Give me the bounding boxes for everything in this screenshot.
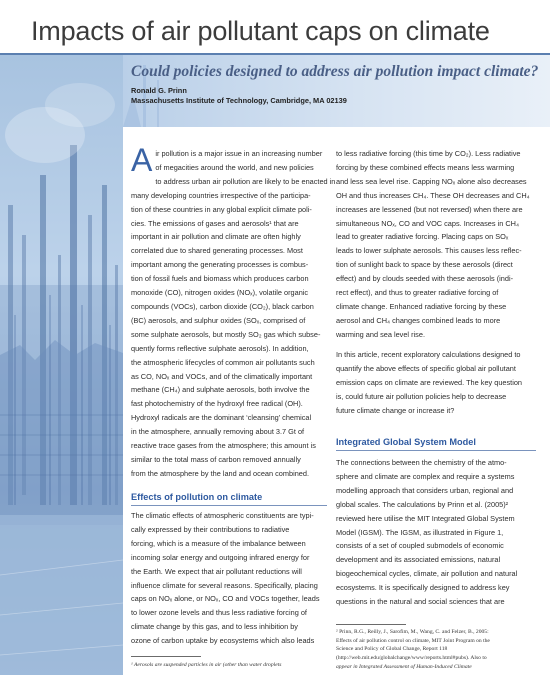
footnote-reference: ² Prinn, R.G., Reilly, J., Sarofim, M., Wang, C. and Felzer, B., 2005: Effects of air pollution control on climate, MIT Joint Program on the Science and Policy of Global Change, Report 118 (http://web.mit.edu/globalchange/www/reports.html#pubs). Also to appear in Integrated Assessment of Human-Induced Climate: [336, 629, 490, 670]
section-divider: [336, 450, 536, 451]
body-line: of megacities around the world, and new policies: [155, 162, 314, 172]
author-affiliation: Massachusetts Institute of Technology, Cambridge, MA 02139: [131, 96, 347, 105]
body-line: future climate change or increase it?: [336, 405, 455, 415]
body-line: ecosystems. It is specifically designed to address key: [336, 583, 510, 593]
body-line: quently forms reflective sulphate aerosols). In addition,: [131, 343, 309, 353]
body-line: fast photochemistry of the hydroxyl free radical (OH).: [131, 399, 303, 409]
body-line: effect) and by clouds seeded with these aerosols (indi-: [336, 274, 514, 284]
body-line: In this article, recent exploratory calculations designed to: [336, 350, 521, 359]
body-line: as CO, NOₓ and VOCs, and of the climatically important: [131, 371, 313, 381]
body-line: climate change by this gas, and to less inhibition by: [131, 622, 298, 632]
body-line: The connections between the chemistry of the atmo-: [336, 458, 507, 467]
body-line: the atmospheric lifecycles of common air pollutants such: [131, 357, 315, 367]
body-line: from the atmosphere by the land and ocean combined.: [131, 468, 309, 478]
industrial-skyline-image: [0, 55, 123, 675]
left-column-intro: [131, 142, 336, 481]
body-line: compounds (VOCs), carbon dioxide (CO₂), black carbon: [131, 301, 314, 311]
body-line: to address urban air pollution are likely to be enacted in: [155, 176, 336, 186]
body-line: Hydroxyl radicals are the dominant ‘cleansing’ chemical: [131, 413, 312, 423]
footnote-divider: [336, 624, 406, 625]
body-line: increases are lessened (but not reversed) when there are: [336, 204, 523, 214]
right-column-section2: [336, 456, 536, 609]
body-line: (BC) aerosols, and sulphur oxides (SOₓ, comprised of: [131, 315, 306, 325]
body-line: reviewed here utilise the MIT Integrated Global System: [336, 513, 515, 523]
body-line: tion of sunlight back to space by these aerosols (direct: [336, 260, 513, 270]
right-column-para2: [336, 348, 536, 418]
section-heading-effects: Effects of pollution on climate: [131, 492, 263, 502]
body-line: Model (IGSM). The IGSM, as illustrated in Figure 1,: [336, 527, 504, 537]
body-line: influence climate for several reasons. Specifically, placing: [131, 580, 318, 590]
body-line: consists of a set of coupled submodels of economic: [336, 541, 504, 551]
body-line: important in air pollution and climate are often highly: [131, 232, 301, 242]
body-line: cally expressed by their contributions to radiative: [131, 524, 290, 534]
body-line: global scales. The calculations by Prinn et al. (2005)²: [336, 499, 509, 509]
body-line: forcing by these combined effects means less warming: [336, 162, 515, 172]
body-line: quantify the above effects of specific global air pollutant: [336, 363, 516, 373]
body-line: The climatic effects of atmospheric constituents are typi-: [131, 511, 314, 520]
body-line: some sulphate aerosols, but mostly SO₂ gas which subse-: [131, 329, 321, 339]
body-line: is, could future air pollution policies help to decrease: [336, 391, 507, 401]
body-line: many developing countries irrespective of the participa-: [131, 190, 311, 200]
body-line: and less sea level rise. Capping NOₓ alone also decreases: [336, 176, 527, 186]
body-line: caps on NOₓ alone, or NOₓ, CO and VOCs together, leads: [131, 594, 320, 604]
body-line: incoming solar energy and outgoing infrared energy for: [131, 552, 310, 562]
section-heading-igsm: Integrated Global System Model: [336, 437, 476, 447]
section-divider: [131, 505, 327, 506]
body-line: to lower ozone levels and thus less radiative forcing of: [131, 608, 307, 618]
author-name: Ronald G. Prinn: [131, 86, 187, 95]
body-line: emission caps on climate are reviewed. The key question: [336, 377, 522, 387]
body-line: development and its associated emissions, natural: [336, 555, 501, 565]
article-title: Impacts of air pollutant caps on climate: [31, 16, 490, 46]
body-line: ozone of carbon uptake by ecosystems which also leads: [131, 636, 315, 646]
body-line: leads to lower sulphate aerosols. This causes less reflec-: [336, 246, 522, 256]
body-line: to less radiative forcing (this time by CO₂). Less radiative: [336, 149, 521, 158]
body-line: rect effect), and thus to greater radiative forcing of: [336, 288, 499, 298]
body-line: simultaneous NOₓ, CO and VOC caps. Increases in CH₄: [336, 218, 519, 228]
body-line: methane (CH₄) and sulphate aerosols, both involve the: [131, 385, 310, 395]
body-line: monoxide (CO), nitrogen oxides (NOₓ), volatile organic: [131, 288, 309, 298]
right-column-para1: [336, 147, 536, 342]
body-line: lead to greater radiative forcing. Placing caps on SOₓ: [336, 232, 509, 242]
body-line: important among the generating processes is combus-: [131, 260, 309, 270]
body-line: cies. The emissions of gases and aerosols¹ that are: [131, 218, 299, 228]
body-line: in the atmosphere, annually removing about 3.7 Gt of: [131, 427, 305, 437]
drop-cap: A: [131, 142, 153, 178]
body-line: modelling approach that considers urban, regional and: [336, 485, 514, 495]
body-line: OH and thus increases CH₄. These OH decreases and CH₄: [336, 190, 530, 200]
body-line: similar to the total mass of carbon removed annually: [131, 454, 301, 464]
body-line: tion of fossil fuels and biomass which produces carbon: [131, 274, 309, 284]
body-line: forcing, which is a measure of the imbalance between: [131, 538, 306, 548]
body-line: warming and sea level rise.: [336, 329, 425, 339]
footnote-divider: [131, 656, 201, 657]
body-line: questions in the natural and social sciences that are: [336, 597, 505, 607]
body-line: tion of these countries in any global explicit climate poli-: [131, 204, 312, 214]
left-column-section1: [131, 509, 327, 648]
body-line: sphere and climate are complex and require a systems: [336, 471, 515, 481]
body-line: biogeochemical cycles, climate, air pollution and natural: [336, 569, 518, 579]
body-line: reactive trace gases from the atmosphere; this amount is: [131, 441, 316, 451]
body-line: climate change. Enhanced radiative forcing by these: [336, 301, 507, 311]
footnote-aerosols: ¹ Aerosols are suspended particles in air (other than water droplets: [131, 662, 282, 668]
body-line: the Earth. We expect that air pollutant reductions will: [131, 566, 302, 576]
body-line: aerosol and CH₄ changes combined leads to more: [336, 315, 501, 325]
article-subtitle: Could policies designed to address air pollution impact climate?: [131, 63, 539, 80]
body-line: correlated due to shared generating processes. Most: [131, 246, 303, 256]
body-line: ir pollution is a major issue in an increasing number: [155, 149, 323, 158]
